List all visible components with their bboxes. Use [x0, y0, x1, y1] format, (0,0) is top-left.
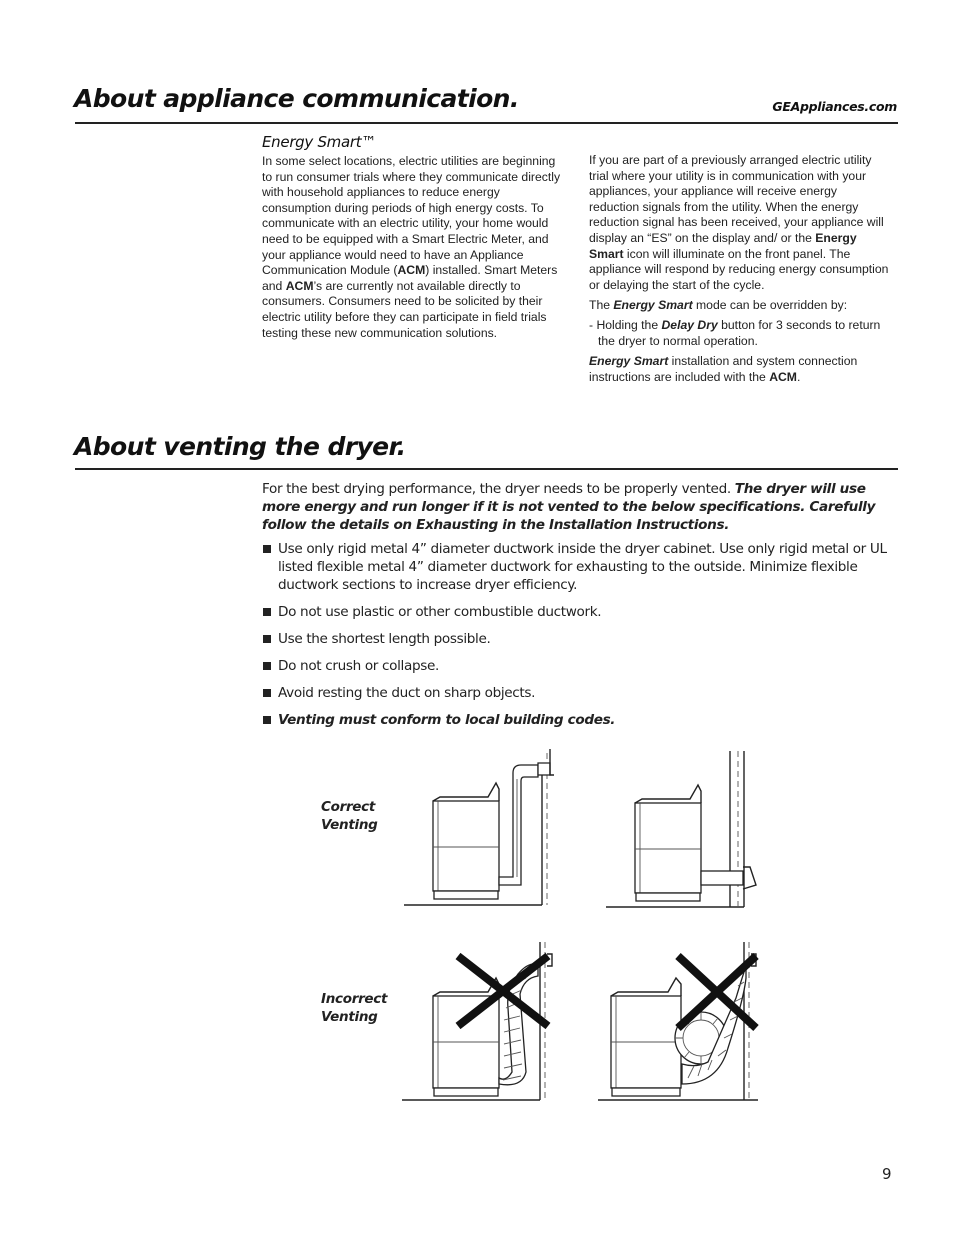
correct-venting-label: Correct Venting — [321, 799, 378, 833]
energy-smart-heading: Energy Smart™ — [262, 133, 377, 151]
correct-venting-wall-duct-illustration — [400, 745, 565, 910]
bullet-square-icon — [263, 635, 271, 643]
energy-smart-right-paragraph: If you are part of a previously arranged electric utility trial where your utility is in communication with your appliances, your appliance will receive energy reduction signals from the utility. When the energy reduction signal has been received, your appliance will display an “ES” on the display and/ or the Energy Smart icon will illuminate on the front panel. The appliance will respond by reducing energy consumption or delaying the start of the cycle. — [589, 153, 889, 292]
list-item: Avoid resting the duct on sharp objects. — [262, 684, 902, 702]
incorrect-venting-looped-duct-illustration — [596, 938, 771, 1108]
list-item: Do not use plastic or other combustible ductwork. — [262, 603, 902, 621]
list-item: Use the shortest length possible. — [262, 630, 902, 648]
page-title: About appliance communication. — [74, 84, 519, 113]
list-item: Do not crush or collapse. — [262, 657, 902, 675]
override-text: The Energy Smart mode can be overridden by: — [589, 298, 848, 312]
bullet-square-icon — [263, 608, 271, 616]
venting-title: About venting the dryer. — [74, 432, 406, 461]
bullet-square-icon — [263, 545, 271, 553]
incorrect-venting-crushed-duct-illustration — [400, 938, 565, 1108]
list-item: Use only rigid metal 4” diameter ductwork inside the dryer cabinet. Use only rigid metal or UL listed flexible metal 4” diameter ductwork for exhausting to the outside. Minimize flexible ductwork sections to increase dryer efficiency. — [262, 540, 902, 594]
incorrect-venting-label: Incorrect Venting — [321, 991, 388, 1025]
bullet-square-icon — [263, 716, 271, 724]
correct-venting-straight-duct-illustration — [602, 745, 767, 910]
list-item: Venting must conform to local building codes. — [262, 711, 902, 729]
site-url[interactable]: GEAppliances.com — [772, 99, 897, 114]
page-number: 9 — [882, 1165, 892, 1183]
title-divider — [75, 122, 898, 124]
holding-delay-dry-text: - Holding the Delay Dry button for 3 seconds to return the dryer to normal operation. — [589, 318, 881, 348]
bullet-square-icon — [263, 689, 271, 697]
install-instructions-text: Energy Smart installation and system connection instructions are included with the ACM. — [589, 354, 858, 384]
venting-divider — [75, 468, 898, 470]
bullet-square-icon — [263, 662, 271, 670]
venting-intro: For the best drying performance, the dryer needs to be properly vented. The dryer will use more energy and run longer if it is not vented to the below specifications. Carefully follow the details on Exhausting in the Installation Instructions. — [262, 481, 876, 533]
energy-smart-left-paragraph: In some select locations, electric utilities are beginning to run consumer trials where they communicate directly with household appliances to reduce energy consumption during periods of high energy costs. To communicate with an electric utility, your home would need to be equipped with a Smart Electric Meter, and your appliance would need to have an Appliance Communication Module (ACM) installed. Smart Meters and ACM’s are currently not available directly to consumers. Consumers need to be solicited by their electric utility before they can participate in field trials testing these new communication solutions. — [262, 154, 561, 340]
venting-bullet-list — [262, 540, 902, 738]
